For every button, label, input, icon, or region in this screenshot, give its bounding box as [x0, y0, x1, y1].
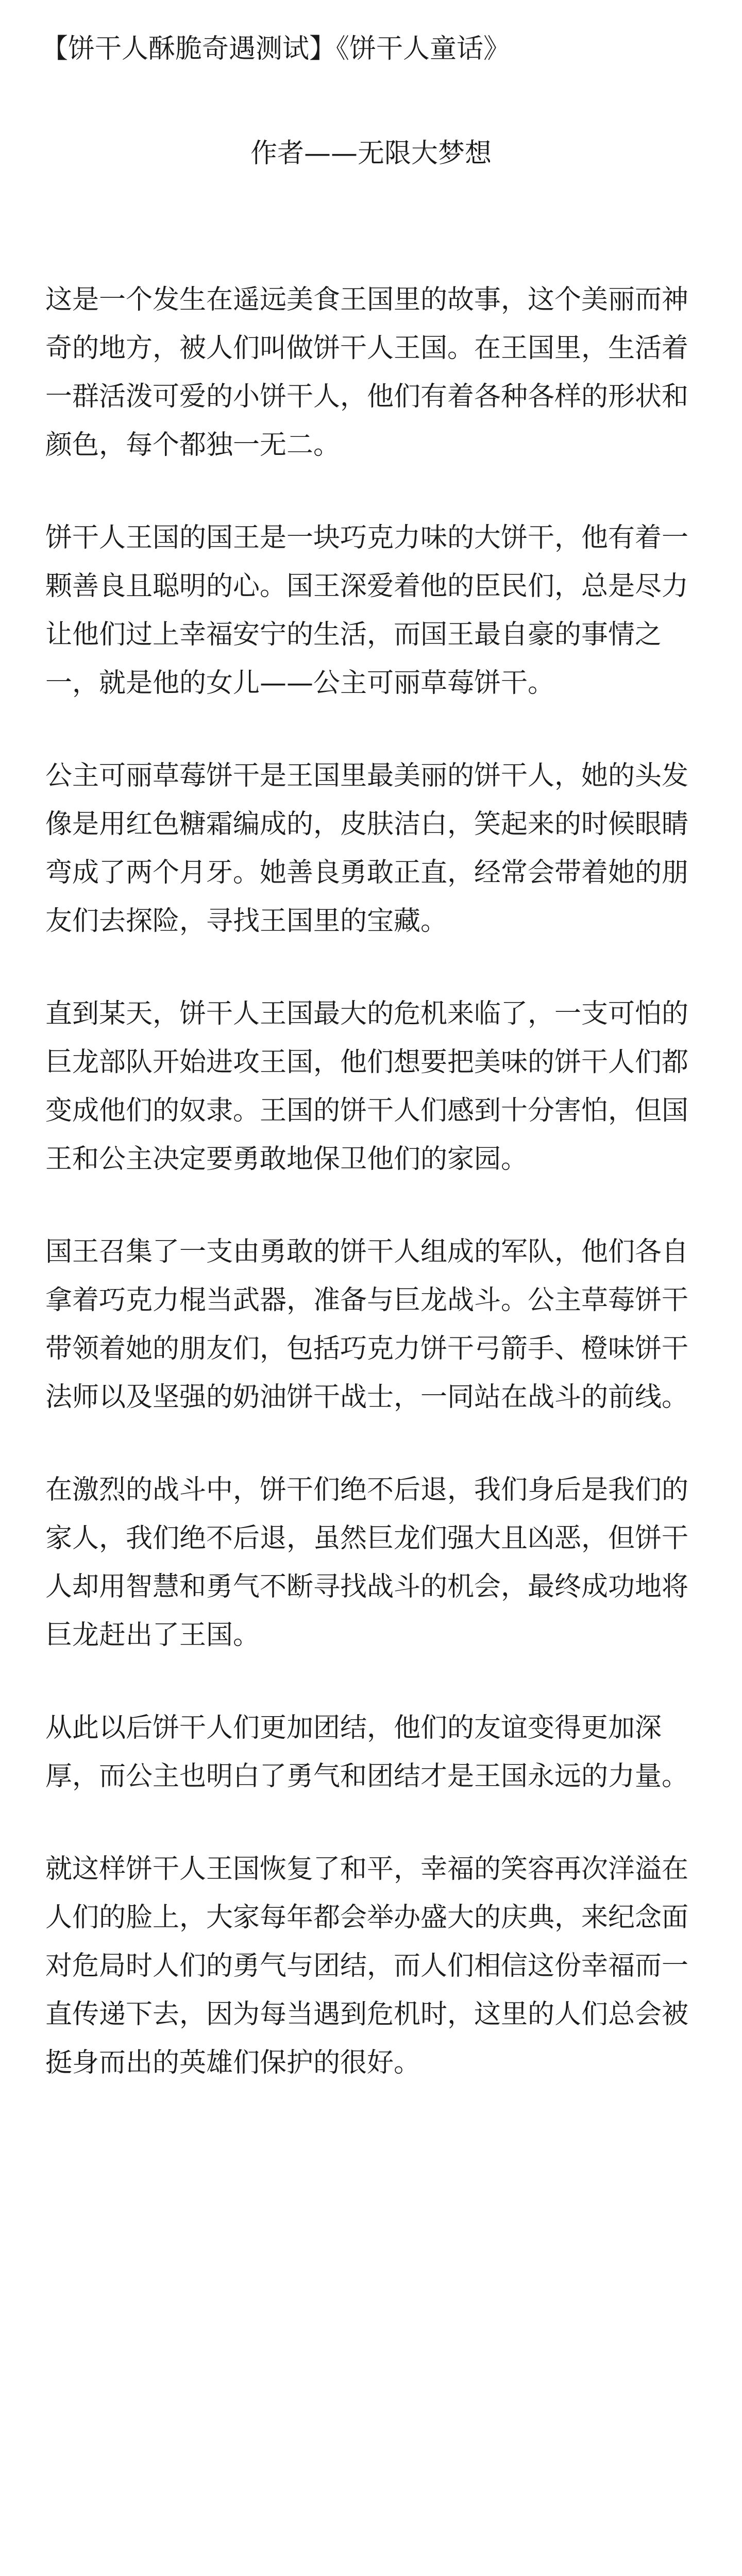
paragraph-2: 饼干人王国的国王是一块巧克力味的大饼干，他有着一颗善良且聪明的心。国王深爱着他的臣民们，总是尽力让他们过上幸福安宁的生活，而国王最自豪的事情之一，就是他的女儿——公主可丽草莓饼干。	[45, 522, 689, 699]
article-body	[45, 276, 702, 2131]
paragraph-7: 从此以后饼干人们更加团结，他们的友谊变得更加深厚，而公主也明白了勇气和团结才是王国永远的力量。	[45, 1713, 689, 1792]
paragraph-5: 国王召集了一支由勇敢的饼干人组成的军队，他们各自拿着巧克力棍当武器，准备与巨龙战斗。公主草莓饼干带领着她的朋友们，包括巧克力饼干弓箭手、橙味饼干法师以及坚强的奶油饼干战士，一同站在战斗的前线。	[45, 1236, 689, 1413]
paragraph-3: 公主可丽草莓饼干是王国里最美丽的饼干人，她的头发像是用红色糖霜编成的，皮肤洁白，笑起来的时候眼睛弯成了两个月牙。她善良勇敢正直，经常会带着她的朋友们去探险，寻找王国里的宝藏。	[45, 760, 689, 937]
paragraph-8: 就这样饼干人王国恢复了和平，幸福的笑容再次洋溢在人们的脸上，大家每年都会举办盛大的庆典，来纪念面对危局时人们的勇气与团结，而人们相信这份幸福而一直传递下去，因为每当遇到危机时，这里的人们总会被挺身而出的英雄们保护的很好。	[45, 1854, 689, 2078]
paragraph-6: 在激烈的战斗中，饼干们绝不后退，我们身后是我们的家人，我们绝不后退，虽然巨龙们强大且凶恶，但饼干人却用智慧和勇气不断寻找战斗的机会，最终成功地将巨龙赶出了王国。	[45, 1475, 689, 1651]
paragraph-1: 这是一个发生在遥远美食王国里的故事，这个美丽而神奇的地方，被人们叫做饼干人王国。在王国里，生活着一群活泼可爱的小饼干人，他们有着各种各样的形状和颜色，每个都独一无二。	[45, 284, 689, 461]
article-author: 作者——无限大梦想	[250, 138, 492, 169]
article-title: 【饼干人酥脆奇遇测试】《饼干人童话》	[41, 33, 511, 64]
paragraph-4: 直到某天，饼干人王国最大的危机来临了，一支可怕的巨龙部队开始进攻王国，他们想要把美味的饼干人们都变成他们的奴隶。王国的饼干人们感到十分害怕，但国王和公主决定要勇敢地保卫他们的家园。	[45, 998, 689, 1175]
